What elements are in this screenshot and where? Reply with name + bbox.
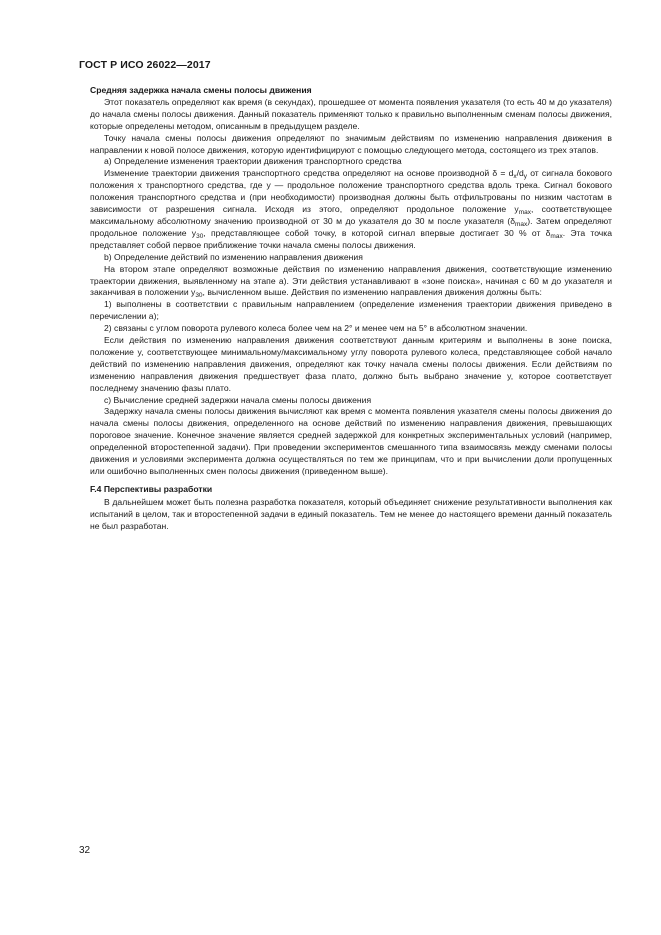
paragraph-step-b: На втором этапе определяют возможные действия по изменению направления движения, соответствующие изменению траектории движения, выявленному на этапе а). Эти действия устанавливают в «зоне поиска», начиная с 60 м до указателя и заканчивая в положении $y_{30}$, вычисленном выше. Действия по изменению направления движения должны быть: (90, 263, 612, 300)
paragraph: Задержку начала смены полосы движения вычисляют как время с момента появления указателя смены полосы движения до начала смены полосы движения, определенного на основе действий по изменению направления движения, превышающих пороговое значение. Конечное значение является средней задержкой для конкретных экспериментальных условий (например, определенной второстепенной задачи). При проведении экспериментов смешанного типа взаимосвязь между сменами полосы движения и условиями эксперимента должна осуществляться по тем же принципам, что и при вычислении доли пропущенных или ошибочно выполненных смен полосы движения (приведенном выше). (90, 406, 612, 476)
document-body (90, 85, 612, 533)
paragraph: В дальнейшем может быть полезна разработка показателя, который объединяет снижение результативности выполнения как испытаний в целом, так и второстепенной задачи в единый показатель. Тем не менее до настоящего времени данный показатель не был разработан. (90, 496, 612, 531)
paragraph: Точку начала смены полосы движения определяют по значимым действиям по изменению направления движения в направлении к новой полосе движения, которую идентифицируют с помощью следующего метода, состоящего из трех этапов. (90, 132, 612, 155)
section-title: F.4 Перспективы разработки (90, 483, 213, 494)
step-b-title: b) Определение действий по изменению направления движения (104, 251, 363, 262)
document-header: ГОСТ Р ИСО 26022—2017 (79, 59, 211, 71)
list-item: 1) выполнены в соответствии с правильным направлением (определение изменения траектории движения приведено в перечислении а); (90, 299, 612, 322)
subsection-title: Средняя задержка начала смены полосы движения (90, 85, 312, 95)
step-a-title: а) Определение изменения траектории движения транспортного средства (104, 156, 402, 167)
list-item: 2) связаны с углом поворота рулевого колеса более чем на 2° и менее чем на 5° в абсолютном значении. (104, 323, 528, 334)
step-c-title: c) Вычисление средней задержки начала смены полосы движения (104, 394, 372, 405)
paragraph-step-a: Изменение траектории движения транспортного средства определяют на основе производной $\delta = d_x/d_y$ от сигнала бокового положения x транспортного средства, где y — продольное положение транспортного средства вдоль трека. Сигнал бокового положения транспортного средства и (при необходимости) производная должны быть отфильтрованы по низким частотам в зависимости от разрешения сигнала. Исходя из этого, определяют продольное положение $y_{max}$, соответствующее максимальному абсолютному значению производной от 30 м до указателя до 30 м после указателя $(\delta_{max})$. Затем определяют продольное положение $y_{30}$, представляющее собой точку, в которой сигнал впервые достигает 30 % от $\delta_{max}$. Эта точка представляет собой первое приближение точки начала смены полосы движения. (90, 168, 613, 250)
paragraph: Этот показатель определяют как время (в секундах), прошедшее от момента появления указателя (то есть 40 м до указателя) до начала смены полосы движения. Данный показатель применяют только к правильно выполненным сменам полосы движения, которые определены методом, описанным в предыдущем разделе. (90, 96, 612, 131)
paragraph: Если действия по изменению направления движения соответствуют данным критериям и выполнены в зоне поиска, положение y, соответствующее минимальному/максимальному углу поворота рулевого колеса, представляющее собой начало действий по изменению направления движения, определяют как точку начала смены полосы движения. Если действиям по изменению направления движения предшествует фаза плато, должно быть выбрано значение y, которое соответствует последнему значению фазы плато. (90, 335, 612, 393)
page-number: 32 (79, 845, 91, 856)
